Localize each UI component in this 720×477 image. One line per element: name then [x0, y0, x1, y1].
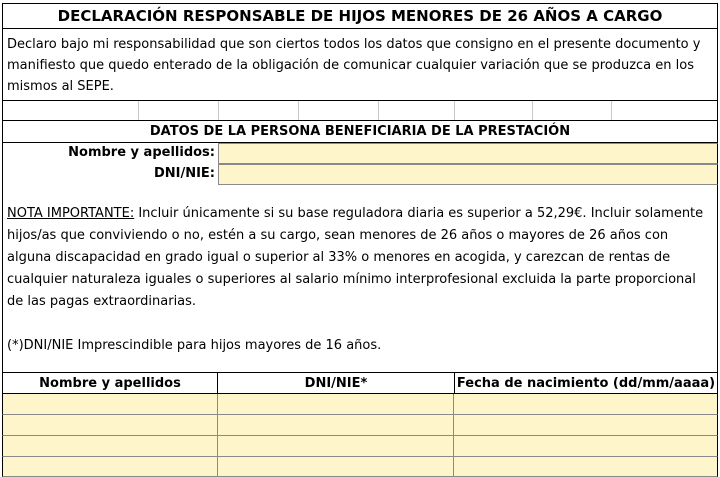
child-name-input[interactable] — [2, 436, 218, 457]
beneficiary-id-input[interactable] — [218, 164, 718, 185]
note-label: NOTA IMPORTANTE: — [7, 206, 135, 221]
grid-cell — [611, 101, 612, 120]
beneficiary-id-row — [2, 164, 718, 185]
grid-cell — [2, 101, 3, 120]
grid-cell — [218, 101, 219, 120]
declaration-text: Declaro bajo mi responsabilidad que son ciertos todos los datos que consigno en el presente documento y manifiesto que quedo enterado de la obligación de comunicar cualquier variación que se produzca en los mismos al SEPE. — [2, 29, 718, 100]
table-row — [2, 436, 718, 457]
grid-cell — [532, 101, 533, 120]
grid-cell — [378, 101, 379, 120]
beneficiary-name-label: Nombre y apellidos: — [2, 143, 217, 164]
table-row — [2, 415, 718, 436]
child-birthdate-input[interactable] — [454, 394, 718, 415]
id-requirement-note: (*)DNI/NIE Imprescindible para hijos mayores de 16 años. — [7, 338, 382, 353]
child-birthdate-input[interactable] — [454, 436, 718, 457]
beneficiary-id-label: DNI/NIE: — [2, 164, 217, 185]
beneficiary-name-input[interactable] — [218, 143, 718, 164]
spacer-grid-row — [2, 100, 718, 121]
table-row — [2, 457, 718, 477]
child-name-input[interactable] — [2, 457, 218, 477]
grid-cell — [298, 101, 299, 120]
table-row — [2, 394, 718, 415]
note-text: Incluir únicamente si su base reguladora diaria es superior a 52,29€. Incluir solamente hijos/as que conviviendo o no, estén a su cargo, sean menores de 26 años o mayores de 26 años con alguna discapacidad en grado igual o superior al 33% o menores en acogida, y carezcan de rentas de cualquier naturaleza iguales o superiores al salario mínimo interprofesional excluida la parte proporcional de las pagas extraordinarias. — [7, 206, 704, 309]
child-birthdate-input[interactable] — [454, 457, 718, 477]
column-header-birthdate: Fecha de nacimiento (dd/mm/aaaa) — [456, 376, 716, 391]
grid-cell — [717, 101, 718, 120]
child-id-input[interactable] — [218, 436, 454, 457]
note-paragraph — [7, 203, 711, 313]
child-name-input[interactable] — [2, 415, 218, 436]
form-title: DECLARACIÓN RESPONSABLE DE HIJOS MENORES DE 26 AÑOS A CARGO — [2, 3, 718, 29]
important-note — [2, 185, 718, 375]
children-table-header — [2, 372, 718, 394]
column-header-id: DNI/NIE* — [218, 373, 455, 393]
child-id-input[interactable] — [218, 457, 454, 477]
child-id-input[interactable] — [218, 415, 454, 436]
child-name-input[interactable] — [2, 394, 218, 415]
beneficiary-name-row — [2, 143, 718, 164]
beneficiary-section-title: DATOS DE LA PERSONA BENEFICIARIA DE LA PRESTACIÓN — [2, 121, 718, 143]
child-birthdate-input[interactable] — [454, 415, 718, 436]
column-header-name: Nombre y apellidos — [3, 373, 218, 393]
child-id-input[interactable] — [218, 394, 454, 415]
grid-cell — [138, 101, 139, 120]
grid-cell — [454, 101, 455, 120]
